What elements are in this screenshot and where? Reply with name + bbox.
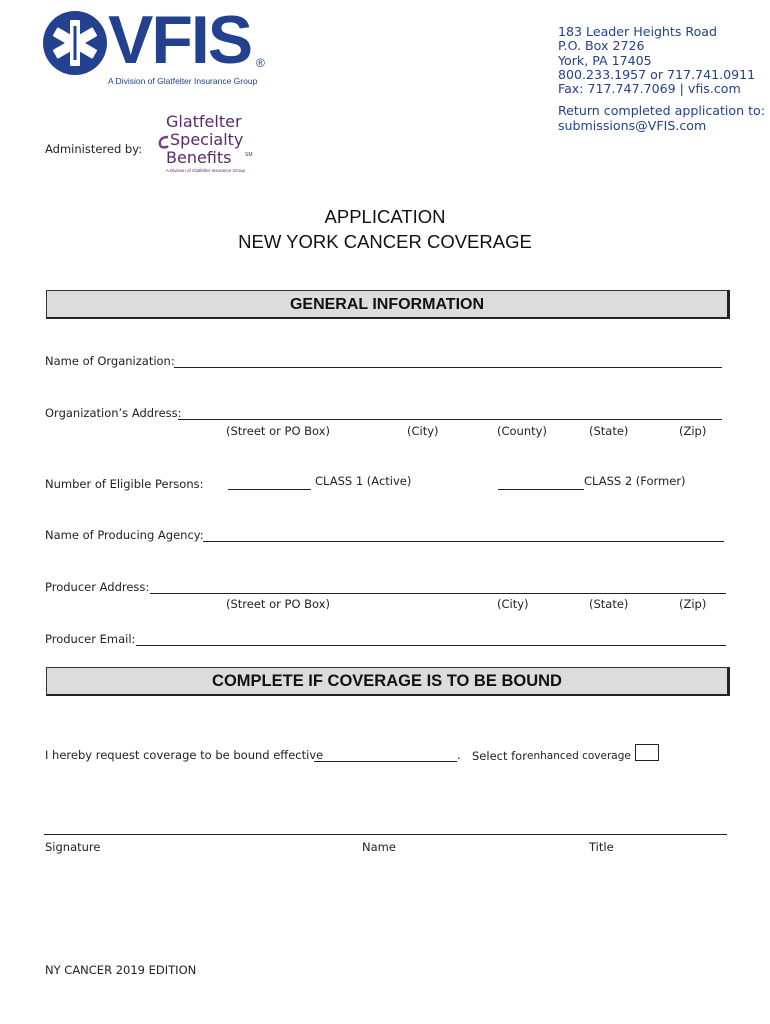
producer-address-sub-state: (State) — [589, 597, 629, 611]
edition-footer: NY CANCER 2019 EDITION — [45, 963, 197, 977]
registered-mark: ® — [256, 56, 265, 70]
glatfelter-line2: Specialty — [170, 130, 244, 149]
class2-label: CLASS 2 (Former) — [584, 474, 686, 488]
glatfelter-tagline: A Division of Glatfelter Insurance Group — [166, 168, 246, 173]
producer-address-input[interactable] — [152, 578, 728, 594]
class1-count-input[interactable] — [230, 474, 313, 490]
org-address-sub-city: (City) — [407, 424, 439, 438]
enhanced-coverage-label-b: enhanced coverage — [527, 750, 631, 762]
address-line-3: York, PA 17405 — [558, 52, 652, 68]
producing-agency-label: Name of Producing Agency: — [45, 528, 204, 542]
org-name-input[interactable] — [176, 352, 724, 368]
producer-address-sub-city: (City) — [497, 597, 529, 611]
address-line-2: P.O. Box 2726 — [558, 38, 645, 54]
service-mark: SM — [245, 152, 253, 158]
eligible-persons-label: Number of Eligible Persons: — [45, 477, 204, 491]
title-line-2: NEW YORK CANCER COVERAGE — [238, 231, 532, 252]
org-address-label: Organization’s Address: — [45, 406, 182, 420]
glatfelter-logo — [158, 113, 278, 175]
return-label: Return completed application to: — [558, 103, 765, 119]
title-label: Title — [589, 840, 614, 854]
producing-agency-input[interactable] — [205, 526, 726, 542]
star-of-life-icon — [42, 10, 108, 76]
org-address-input[interactable] — [180, 404, 724, 420]
producer-address-sub-zip: (Zip) — [679, 597, 707, 611]
signature-label: Signature — [45, 840, 101, 854]
bind-coverage-banner — [46, 667, 730, 696]
org-name-label: Name of Organization: — [45, 354, 175, 368]
administered-by-label: Administered by: — [45, 142, 143, 156]
fax-website: Fax: 717.747.7069 | vfis.com — [558, 81, 741, 97]
general-information-heading: GENERAL INFORMATION — [289, 296, 485, 313]
glatfelter-line3: Benefits — [166, 148, 232, 167]
return-email[interactable]: submissions@VFIS.com — [558, 117, 707, 133]
enhanced-coverage-checkbox[interactable] — [635, 744, 659, 761]
division-text: A Division of Glatfelter Insurance Group — [108, 76, 258, 86]
phone-numbers: 800.233.1957 or 717.741.0911 — [558, 66, 756, 82]
swirl-icon — [158, 135, 170, 149]
address-line-1: 183 Leader Heights Road — [558, 24, 718, 39]
vfis-wordmark: VFIS — [108, 2, 252, 78]
producer-email-label: Producer Email: — [45, 632, 136, 646]
bind-period: . — [457, 748, 461, 762]
org-address-sub-street: (Street or PO Box) — [226, 424, 331, 438]
glatfelter-line1: Glatfelter — [166, 112, 242, 131]
general-information-banner — [46, 290, 730, 319]
producer-address-label: Producer Address: — [45, 580, 150, 594]
org-address-sub-zip: (Zip) — [679, 424, 707, 438]
title-line-1: APPLICATION — [324, 206, 446, 227]
class2-count-input[interactable] — [500, 474, 586, 490]
org-address-sub-state: (State) — [589, 424, 629, 438]
bind-request-text: I hereby request coverage to be bound effective — [45, 748, 324, 762]
producer-email-input[interactable] — [138, 630, 728, 646]
signature-line — [44, 834, 727, 835]
contact-block — [558, 25, 765, 133]
producer-address-sub-street: (Street or PO Box) — [226, 597, 331, 611]
bind-coverage-heading: COMPLETE IF COVERAGE IS TO BE BOUND — [212, 672, 562, 690]
class1-label: CLASS 1 (Active) — [315, 474, 412, 488]
org-address-sub-county: (County) — [497, 424, 547, 438]
effective-date-input[interactable] — [316, 746, 459, 762]
name-label: Name — [362, 840, 396, 854]
enhanced-coverage-label-a: Select for — [472, 749, 527, 763]
